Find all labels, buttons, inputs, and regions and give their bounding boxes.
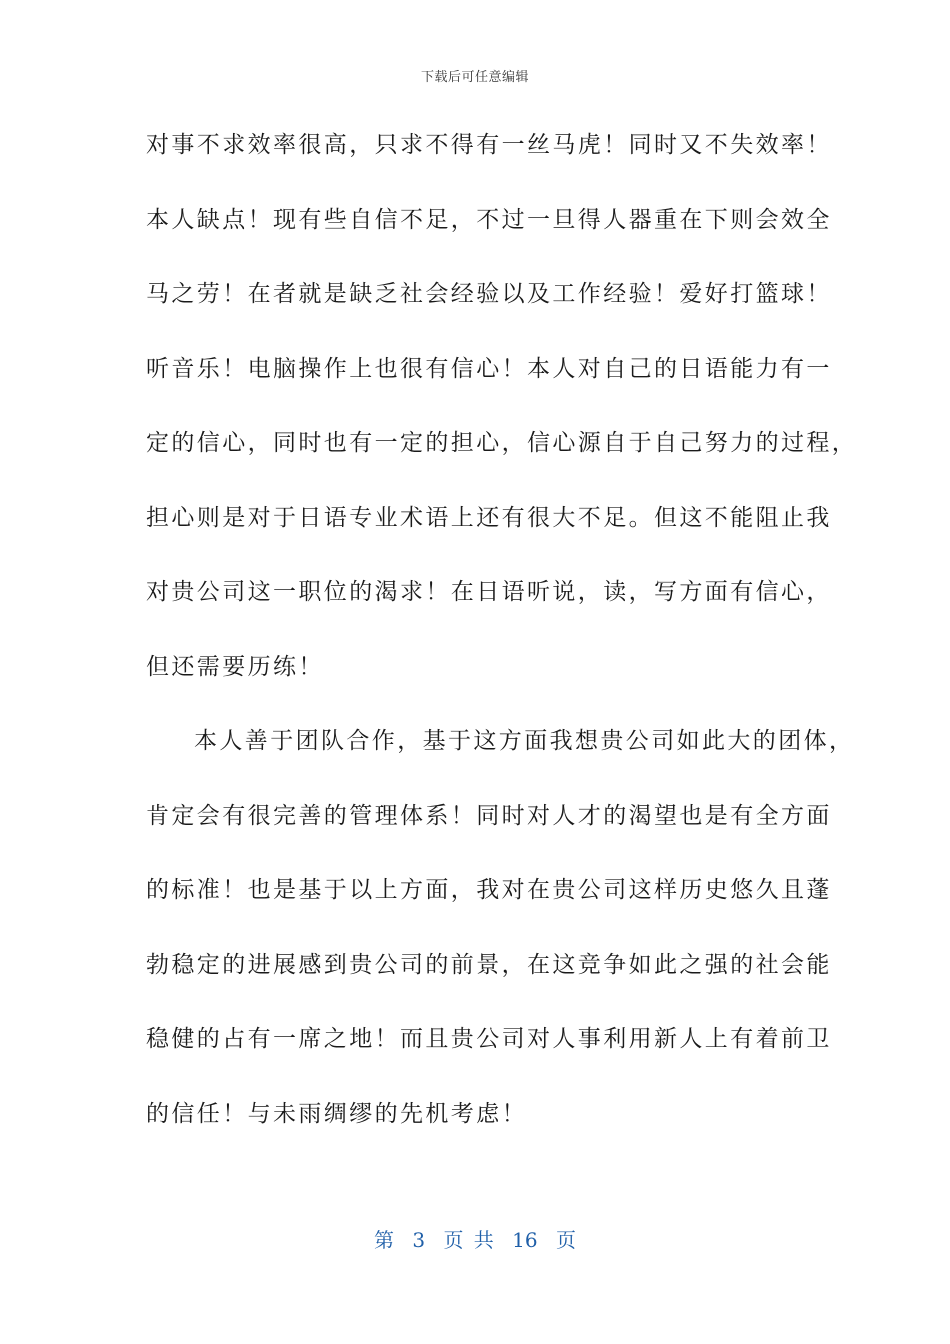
text-line: 稳健的占有一席之地！而且贵公司对人事利用新人上有着前卫 (146, 1026, 832, 1052)
document-body (146, 108, 858, 1151)
footer-suffix: 页 (555, 1228, 576, 1252)
text-line: 的标准！也是基于以上方面，我对在贵公司这样历史悠久且蓬 (146, 877, 832, 903)
footer-prefix: 第 (374, 1228, 394, 1252)
text-line: 勃稳定的进展感到贵公司的前景，在这竞争如此之强的社会能 (146, 951, 832, 978)
text-line: 肯定会有很完善的管理体系！同时对人才的渴望也是有全方面 (146, 802, 832, 829)
text-line: 马之劳！在者就是缺乏社会经验以及工作经验！爱好打篮球！ (146, 281, 832, 307)
footer-total-pages: 16 (512, 1228, 538, 1252)
paragraph-1 (146, 108, 858, 704)
text-line: 听音乐！电脑操作上也很有信心！本人对自己的日语能力有一 (146, 355, 832, 382)
footer-mid: 页 共 (443, 1228, 494, 1252)
footer-page-number: 3 (412, 1228, 426, 1252)
text-line: 本人缺点！现有些自信不足，不过一旦得人器重在下则会效全 (146, 206, 832, 233)
text-line: 担心则是对于日语专业术语上还有很大不足。但这不能阻止我 (146, 504, 832, 531)
text-line: 的信任！与未雨绸缪的先机考虑！ (146, 1100, 527, 1127)
text-line: 但还需要历练！ (146, 653, 324, 680)
page-footer (0, 1224, 950, 1253)
text-line: 定的信心，同时也有一定的担心，信心源自于自己努力的过程， (146, 430, 858, 456)
text-line-indented: 本人善于团队合作，基于这方面我想贵公司如此大的团体， (194, 728, 855, 754)
text-line: 对事不求效率很高，只求不得有一丝马虎！同时又不失效率！ (146, 132, 832, 158)
text-line: 对贵公司这一职位的渴求！在日语听说，读，写方面有信心， (146, 579, 832, 605)
paragraph-2 (146, 704, 855, 1151)
header-note: 下载后可任意编辑 (420, 70, 529, 85)
